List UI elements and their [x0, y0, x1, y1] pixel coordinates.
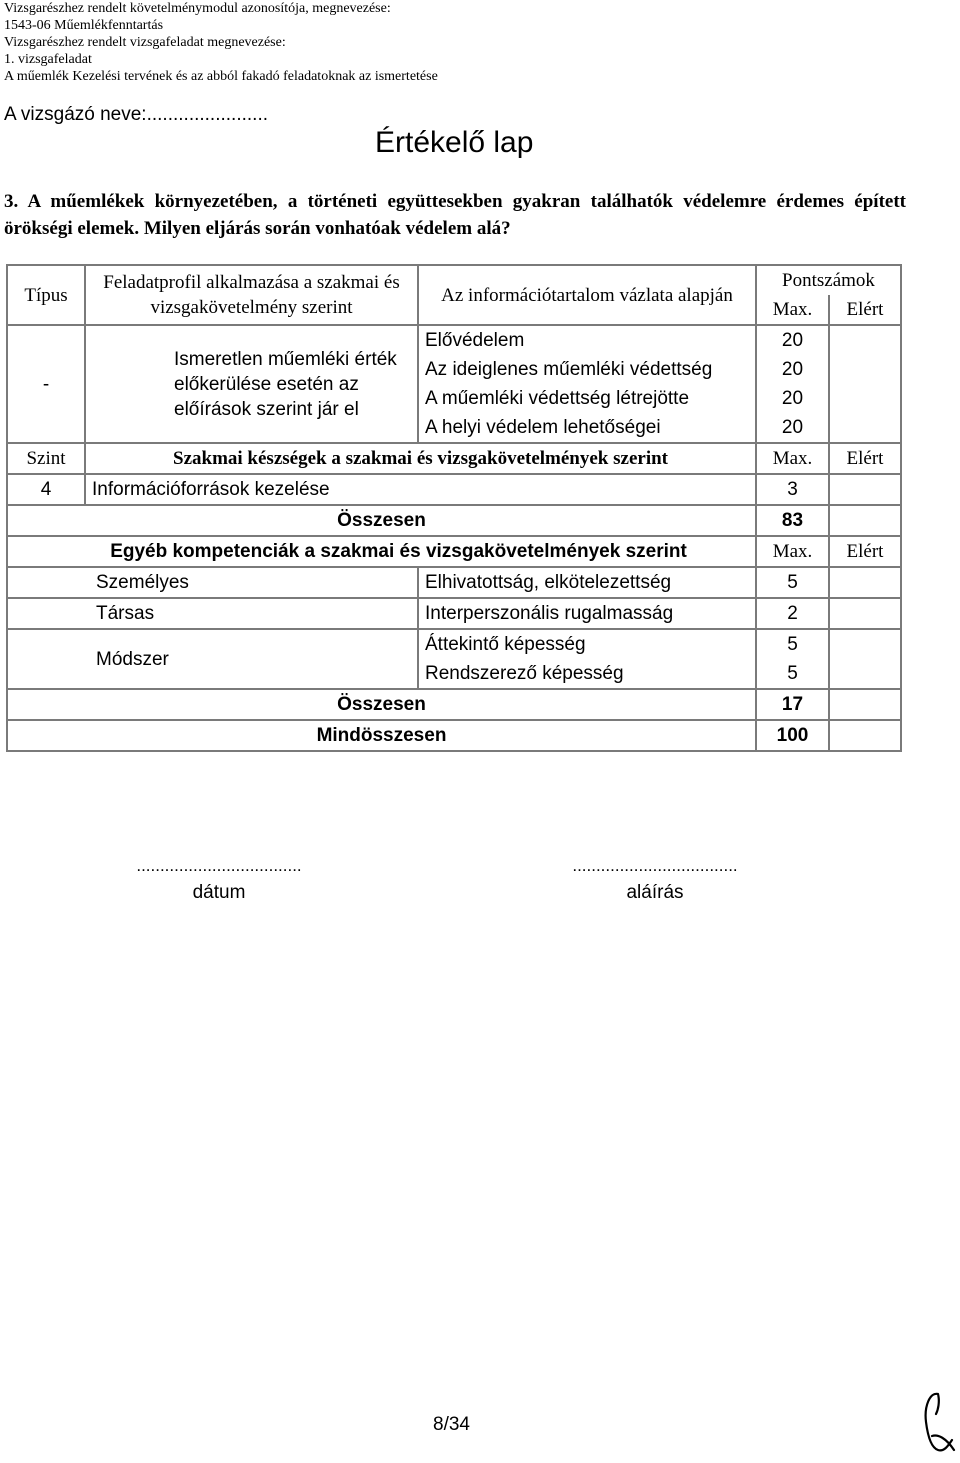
- grand-total-row: [7, 720, 901, 751]
- skills-achieved-header: Elért: [829, 443, 901, 474]
- competence-label: Rendszerező képesség: [418, 659, 756, 689]
- skill-achieved-cell[interactable]: [829, 474, 901, 505]
- item-label: A helyi védelem lehetőségei: [418, 413, 756, 443]
- subtotal-row: [7, 689, 901, 720]
- competence-achieved-cell[interactable]: [829, 598, 901, 629]
- competence-label: Elhivatottság, elkötelezettség: [418, 567, 756, 598]
- subtotal-achieved-cell[interactable]: [829, 689, 901, 720]
- table-row: [7, 629, 901, 659]
- competence-header-row: [7, 536, 901, 567]
- grand-total-achieved-cell[interactable]: [829, 720, 901, 751]
- date-label: dátum: [192, 882, 246, 903]
- competence-category: Módszer: [7, 629, 418, 689]
- competence-category: Társas: [7, 598, 418, 629]
- signature-label: aláírás: [626, 882, 684, 903]
- competence-label: Áttekintő képesség: [418, 629, 756, 659]
- examinee-name-line: A vizsgázó neve:.......................: [4, 104, 268, 125]
- skills-max-header: Max.: [756, 443, 829, 474]
- skill-max: 3: [756, 474, 829, 505]
- item-max: 20: [756, 355, 829, 384]
- subtotal-row: [7, 505, 901, 536]
- item-label: Elővédelem: [418, 325, 756, 355]
- item-label: Az ideiglenes műemléki védettség: [418, 355, 756, 384]
- item-max: 20: [756, 325, 829, 355]
- signature-block: [524, 856, 786, 904]
- grand-total-value: 100: [756, 720, 829, 751]
- skill-level: 4: [7, 474, 85, 505]
- task-label: Vizsgarészhez rendelt vizsgafeladat megnevezése:: [4, 35, 286, 50]
- skills-level-header: Szint: [7, 443, 85, 474]
- competence-max: 5: [756, 629, 829, 659]
- competence-max: 5: [756, 567, 829, 598]
- header-achieved: Elért: [829, 295, 901, 325]
- module-label: Vizsgarészhez rendelt követelménymodul azonosítója, megnevezése:: [4, 1, 391, 16]
- table-row: [7, 598, 901, 629]
- subtotal-value: 83: [756, 505, 829, 536]
- competence-category: Személyes: [7, 567, 418, 598]
- competence-achieved-header: Elért: [829, 536, 901, 567]
- page-title: Értékelő lap: [375, 126, 534, 159]
- question-text: 3. A műemlékek környezetében, a történeti együttesekben gyakran találhatók védelemre érdemes épített örökségi elemek. Milyen eljárás során vonhatóak védelem alá?: [4, 191, 906, 239]
- header-type: Típus: [7, 265, 85, 325]
- table-row: [7, 325, 901, 355]
- table-row: [7, 474, 901, 505]
- table-header-row: [7, 265, 901, 295]
- subtotal-label: Összesen: [7, 689, 756, 720]
- competence-max-header: Max.: [756, 536, 829, 567]
- skill-label: Információforrások kezelése: [85, 474, 756, 505]
- task-title: A műemlék Kezelési tervének és az abból fakadó feladatoknak az ismertetése: [4, 69, 438, 84]
- skills-header: Szakmai készségek a szakmai és vizsgakövetelmények szerint: [85, 443, 756, 474]
- page-number: 8/34: [433, 1414, 470, 1435]
- competence-label: Interperszonális rugalmasság: [418, 598, 756, 629]
- item-max: 20: [756, 384, 829, 413]
- grand-total-label: Mindösszesen: [7, 720, 756, 751]
- item-achieved-cell[interactable]: [829, 325, 901, 443]
- date-signature-block: [88, 856, 350, 904]
- competence-achieved-cell[interactable]: [829, 629, 901, 689]
- handwritten-initial: [918, 1388, 958, 1458]
- evaluation-table: [6, 264, 902, 752]
- task-number: 1. vizsgafeladat: [4, 52, 92, 67]
- date-dotted-line[interactable]: ...................................: [136, 856, 302, 875]
- signature-dotted-line[interactable]: ...................................: [572, 856, 738, 875]
- header-info: Az információtartalom vázlata alapján: [418, 265, 756, 325]
- subtotal-achieved-cell[interactable]: [829, 505, 901, 536]
- task-type: -: [7, 325, 85, 443]
- module-value: 1543-06 Műemlékfenntartás: [4, 18, 164, 33]
- header-profile: Feladatprofil alkalmazása a szakmai és vizsgakövetelmény szerint: [85, 265, 418, 325]
- skills-header-row: [7, 443, 901, 474]
- subtotal-value: 17: [756, 689, 829, 720]
- header-max: Max.: [756, 295, 829, 325]
- task-profile: Ismeretlen műemléki érték előkerülése esetén az előírások szerint jár el: [85, 325, 418, 443]
- header-points: Pontszámok: [756, 265, 901, 295]
- competence-max: 5: [756, 659, 829, 689]
- competence-header: Egyéb kompetenciák a szakmai és vizsgakövetelmények szerint: [7, 536, 756, 567]
- competence-achieved-cell[interactable]: [829, 567, 901, 598]
- item-max: 20: [756, 413, 829, 443]
- subtotal-label: Összesen: [7, 505, 756, 536]
- competence-max: 2: [756, 598, 829, 629]
- table-row: [7, 567, 901, 598]
- item-label: A műemléki védettség létrejötte: [418, 384, 756, 413]
